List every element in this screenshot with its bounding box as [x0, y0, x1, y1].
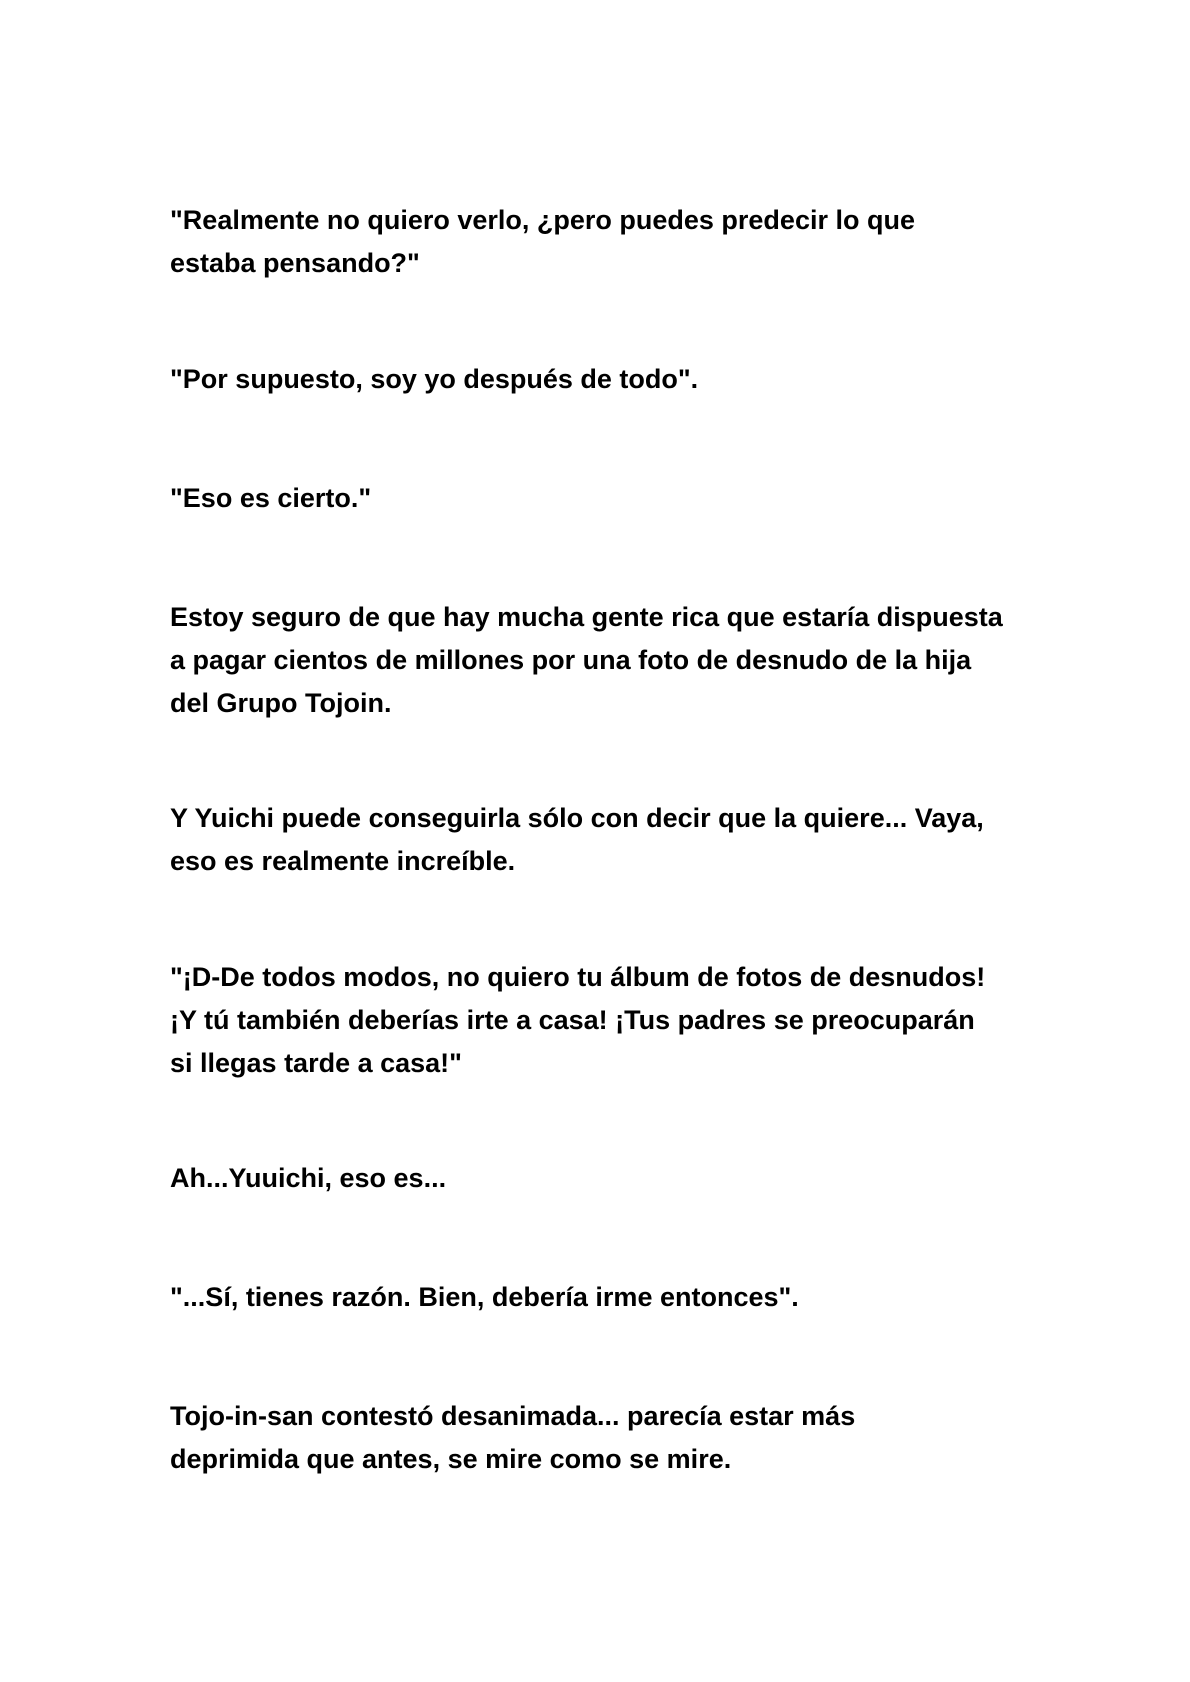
paragraph-4: [170, 596, 1050, 725]
paragraph-7: [170, 1157, 1050, 1200]
text-line: Ah...Yuuichi, eso es...: [170, 1163, 447, 1193]
text-line: "Por supuesto, soy yo después de todo".: [170, 364, 699, 394]
paragraph-5: [170, 797, 1050, 883]
text-line: del Grupo Tojoin.: [170, 688, 392, 718]
paragraph-3: [170, 477, 1050, 520]
paragraph-2: [170, 358, 1050, 401]
text-line: Tojo-in-san contestó desanimada... parecía estar más: [170, 1401, 856, 1431]
paragraph-6: [170, 956, 1050, 1085]
text-line: Estoy seguro de que hay mucha gente rica que estaría dispuesta: [170, 602, 1003, 632]
text-line: a pagar cientos de millones por una foto de desnudo de la hija: [170, 645, 972, 675]
text-line: ¡Y tú también deberías irte a casa! ¡Tus padres se preocuparán: [170, 1005, 975, 1035]
paragraph-9: [170, 1395, 1050, 1481]
text-line: deprimida que antes, se mire como se mire.: [170, 1444, 732, 1474]
text-line: "Realmente no quiero verlo, ¿pero puedes predecir lo que: [170, 205, 915, 235]
text-line: "...Sí, tienes razón. Bien, debería irme entonces".: [170, 1282, 799, 1312]
text-line: si llegas tarde a casa!": [170, 1048, 462, 1078]
paragraph-8: [170, 1276, 1050, 1319]
text-line: Y Yuichi puede conseguirla sólo con decir que la quiere... Vaya,: [170, 803, 984, 833]
text-line: estaba pensando?": [170, 248, 420, 278]
text-line: eso es realmente increíble.: [170, 846, 516, 876]
paragraph-1: [170, 199, 1050, 285]
text-line: "Eso es cierto.": [170, 483, 372, 513]
text-line: "¡D-De todos modos, no quiero tu álbum de fotos de desnudos!: [170, 962, 986, 992]
